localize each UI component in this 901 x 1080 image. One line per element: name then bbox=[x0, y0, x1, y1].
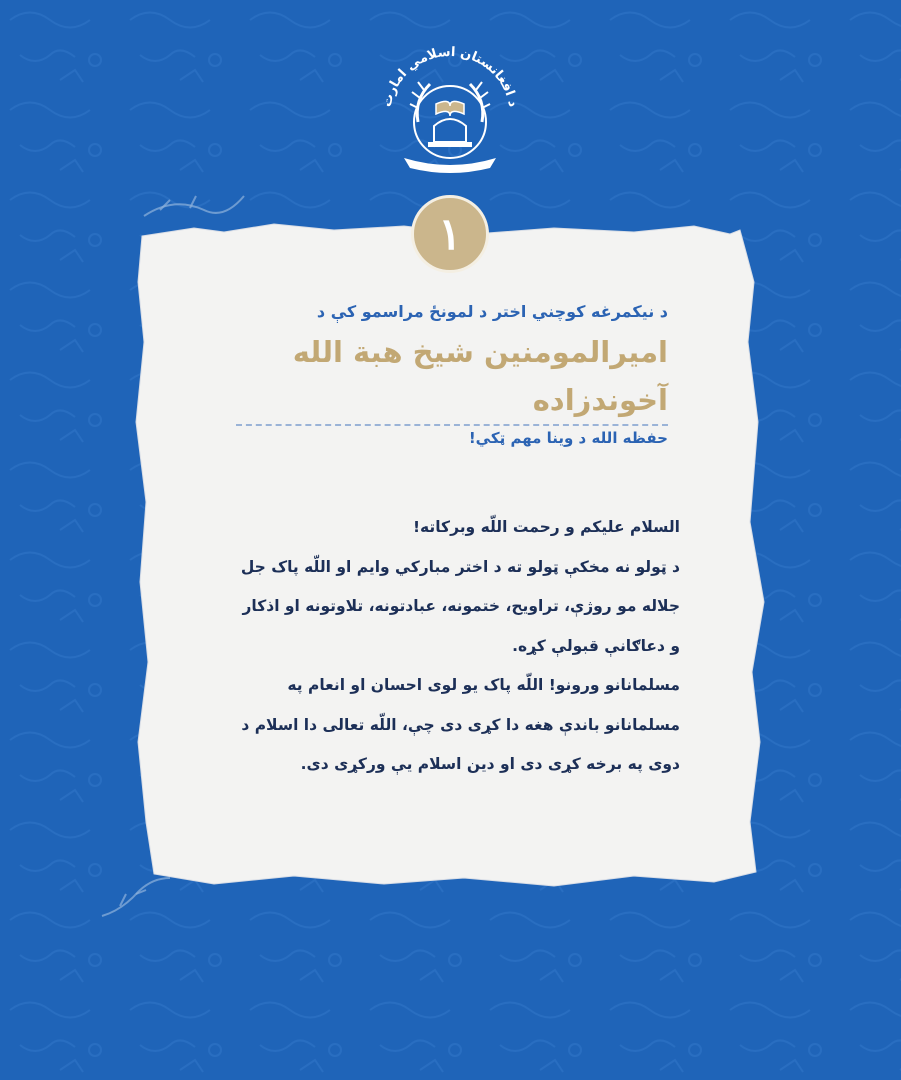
body-line: و دعاګانې قبولې کړه. bbox=[512, 636, 680, 655]
decorative-flourish-icon bbox=[140, 186, 250, 226]
emblem-arc-text: د افغانستان اسلامي امارت bbox=[379, 44, 521, 109]
svg-text:د افغانستان اسلامي امارت bbox=[380, 45, 521, 109]
decorative-flourish-icon bbox=[96, 866, 176, 926]
leader-name: اميرالمومنين شيخ هبة الله آخوندزاده bbox=[292, 335, 668, 417]
body-line: د ټولو نه مخکې ټولو ته د اختر مبارکي وايم او اللّه پاک جل bbox=[240, 557, 680, 576]
body-line: مسلمانانو ورونو! اللّه پاک يو لوی احسان او انعام په bbox=[287, 676, 680, 694]
badge-number: ۱ bbox=[438, 208, 462, 260]
body-line: السلام عليکم و رحمت اللّه وبرکاته! bbox=[412, 518, 680, 536]
speech-body bbox=[218, 508, 680, 785]
number-badge bbox=[411, 195, 489, 273]
body-line: مسلمانانو باندې هغه دا کړی دی چې، اللّه تعالی دا اسلام د bbox=[241, 715, 680, 734]
dashed-divider bbox=[236, 424, 668, 426]
body-line: دوی په برخه کړی دی او دين اسلام يې ورکړی دی. bbox=[300, 755, 680, 773]
heading-block bbox=[240, 300, 668, 450]
heading-honorific: حفظه الله د وينا مهم ټکي! bbox=[468, 429, 668, 447]
heading-intro: د نيکمرغه کوچني اختر د لمونځ مراسمو کې د bbox=[316, 302, 668, 321]
body-line: جلاله مو روژې، تراويح، ختمونه، عبادتونه، تلاوتونه او اذکار bbox=[242, 597, 680, 615]
emirate-emblem-icon bbox=[374, 38, 526, 173]
